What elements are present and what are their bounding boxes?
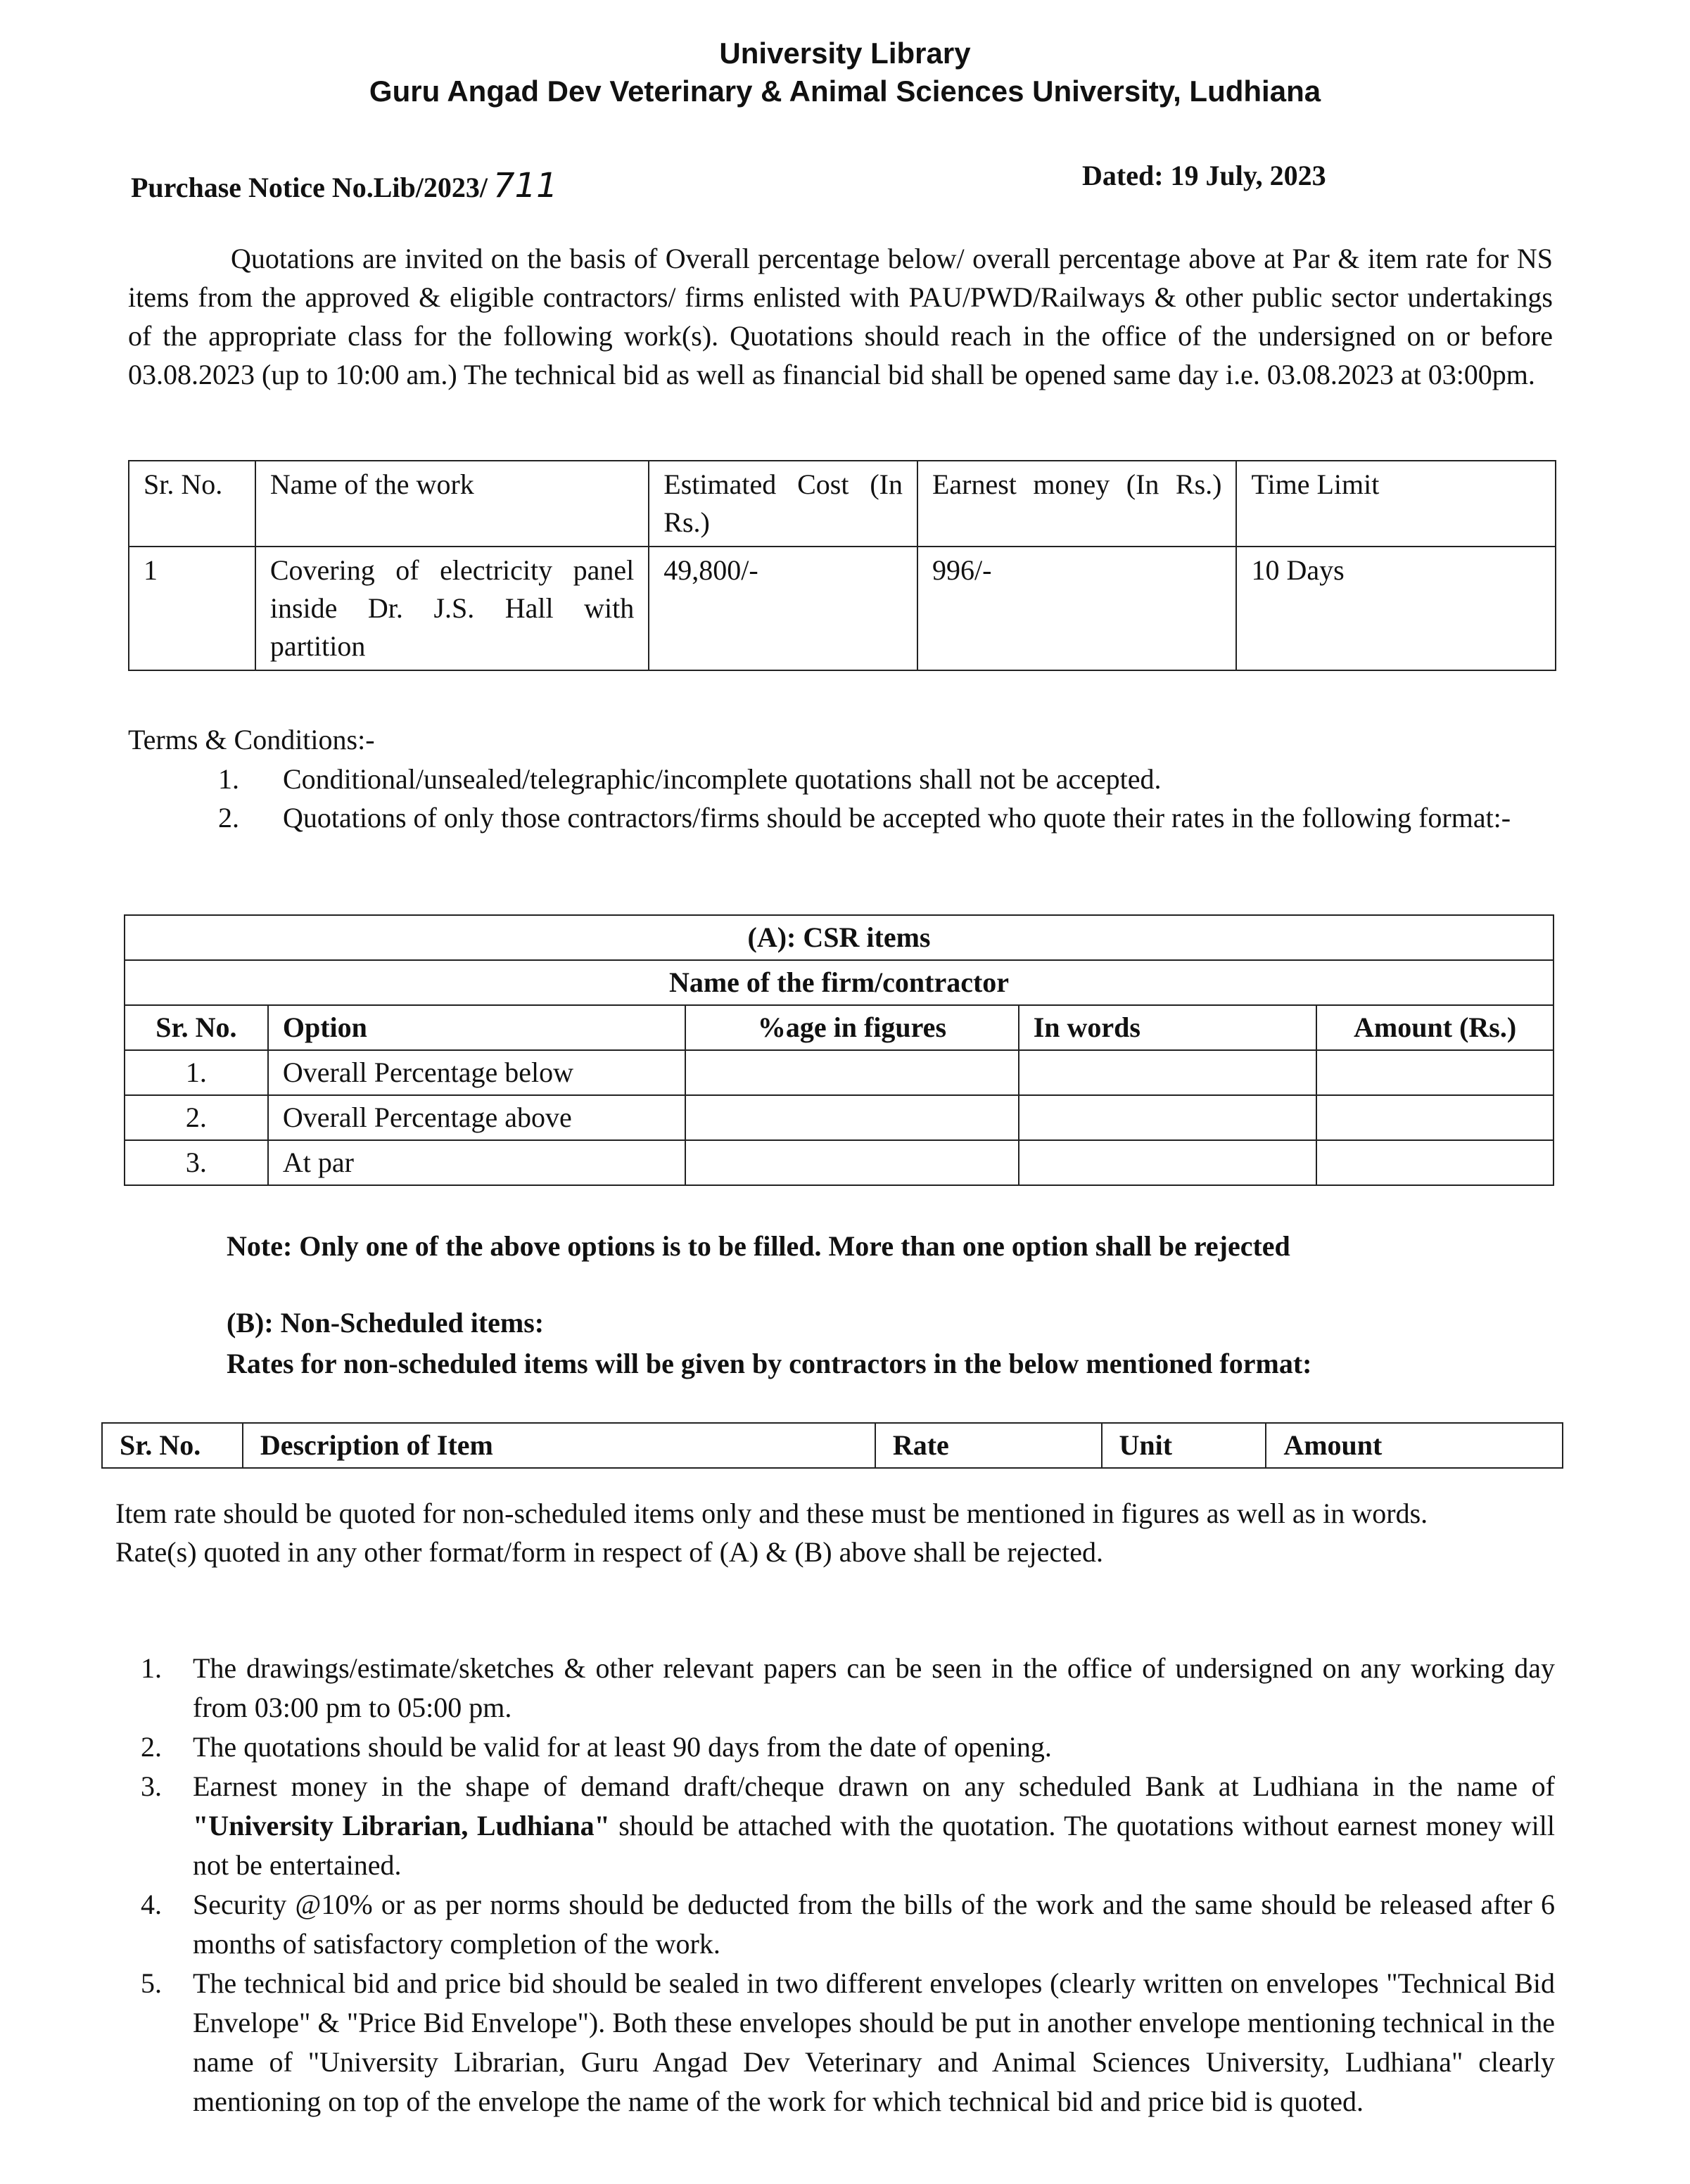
csr-table-title: (A): CSR items bbox=[125, 915, 1554, 960]
condition-text-bold: "University Librarian, Ludhiana" bbox=[193, 1810, 610, 1841]
intro-paragraph bbox=[128, 239, 1553, 394]
item-rate-paragraphs bbox=[115, 1494, 1551, 1571]
notice-date: Dated: 19 July, 2023 bbox=[1082, 160, 1326, 191]
header-university-library: University Library bbox=[719, 37, 971, 70]
condition-text: Security @10% or as per norms should be deducted from the bills of the work and the same should be released after 6 months of satisfactory completion of the work. bbox=[193, 1889, 1555, 1960]
non-scheduled-table bbox=[101, 1422, 1563, 1469]
work-earnest-money: 996/- bbox=[917, 547, 1237, 670]
terms-item bbox=[218, 760, 1555, 798]
csr-row bbox=[125, 1050, 1554, 1095]
condition-item bbox=[141, 1649, 1555, 1728]
condition-text bbox=[193, 1767, 1555, 1885]
terms-item-text: Conditional/unsealed/telegraphic/incomplete quotations shall not be accepted. bbox=[283, 763, 1162, 795]
terms-item-text: Quotations of only those contractors/firms should be accepted who quote their rates in the following format:- bbox=[283, 802, 1511, 834]
condition-number: 2. bbox=[141, 1731, 162, 1763]
csr-row-amount-cell[interactable] bbox=[1316, 1050, 1554, 1095]
non-scheduled-header-row bbox=[102, 1423, 1563, 1468]
terms-item-number: 1. bbox=[218, 763, 239, 795]
condition-number: 5. bbox=[141, 1967, 162, 1999]
work-table-header-row bbox=[129, 461, 1556, 547]
csr-row bbox=[125, 1095, 1554, 1140]
condition-text: The quotations should be valid for at least 90 days from the date of opening. bbox=[193, 1731, 1052, 1763]
terms-item-number: 2. bbox=[218, 802, 239, 834]
ns-header-unit: Unit bbox=[1102, 1423, 1266, 1468]
header-university-name: Guru Angad Dev Veterinary & Animal Sciences University, Ludhiana bbox=[369, 75, 1321, 108]
condition-item bbox=[141, 1964, 1555, 2121]
csr-row-in-words-cell[interactable] bbox=[1019, 1140, 1317, 1185]
work-header-sr-no: Sr. No. bbox=[129, 461, 255, 547]
terms-list bbox=[218, 760, 1555, 837]
condition-number: 1. bbox=[141, 1652, 162, 1684]
non-scheduled-subheading: Rates for non-scheduled items will be given by contractors in the below mentioned format: bbox=[227, 1348, 1312, 1379]
csr-subtitle-row bbox=[125, 960, 1554, 1005]
condition-item bbox=[141, 1885, 1555, 1964]
work-header-earnest-money: Earnest money (In Rs.) bbox=[917, 461, 1237, 547]
ns-header-sr-no: Sr. No. bbox=[102, 1423, 243, 1468]
notice-number-label: Purchase Notice No.Lib/2023/ bbox=[131, 172, 488, 203]
non-scheduled-heading-block bbox=[227, 1303, 1311, 1384]
csr-row-sr-no: 2. bbox=[125, 1095, 268, 1140]
notice-number-handwritten: 711 bbox=[493, 166, 558, 205]
work-sr-no: 1 bbox=[129, 547, 255, 670]
csr-row-amount-cell[interactable] bbox=[1316, 1095, 1554, 1140]
conditions-list bbox=[141, 1649, 1555, 2121]
csr-row-option: Overall Percentage below bbox=[268, 1050, 685, 1095]
work-header-name: Name of the work bbox=[255, 461, 649, 547]
ns-header-amount: Amount bbox=[1266, 1423, 1563, 1468]
work-table bbox=[128, 460, 1556, 671]
csr-row-percentage-cell[interactable] bbox=[685, 1140, 1018, 1185]
condition-item bbox=[141, 1728, 1555, 1767]
work-time-limit: 10 Days bbox=[1236, 547, 1556, 670]
terms-item bbox=[218, 798, 1555, 837]
condition-text: The drawings/estimate/sketches & other relevant papers can be seen in the office of undersigned on any working day from 03:00 pm to 05:00 pm. bbox=[193, 1652, 1555, 1723]
item-rate-note: Item rate should be quoted for non-scheduled items only and these must be mentioned in figures as well as in words. bbox=[115, 1497, 1428, 1529]
intro-text: Quotations are invited on the basis of Overall percentage below/ overall percentage above at Par & item rate for NS items from the approved & eligible contractors/ firms enlisted with PAU/PWD/Railways & other public sector undertakings of the appropriate class for the following work(s). Quotations should reach in the office of the undersigned on or before 03.08.2023 (up to 10:00 am.) The technical bid as well as financial bid shall be opened same day i.e. 03.08.2023 at 03:00pm. bbox=[128, 243, 1553, 390]
ns-header-rate: Rate bbox=[875, 1423, 1102, 1468]
condition-text-part: Earnest money in the shape of demand draft/cheque drawn on any scheduled Bank at Ludhiana in the name of bbox=[193, 1770, 1555, 1802]
csr-table-subtitle: Name of the firm/contractor bbox=[125, 960, 1554, 1005]
csr-row bbox=[125, 1140, 1554, 1185]
csr-row-percentage-cell[interactable] bbox=[685, 1095, 1018, 1140]
csr-row-option: At par bbox=[268, 1140, 685, 1185]
condition-text: The technical bid and price bid should be sealed in two different envelopes (clearly written on envelopes "Technical Bid Envelope" & "Price Bid Envelope"). Both these envelopes should be put in another envelope mentioning technical in the name of "University Librarian, Guru Angad Dev Veterinary and Animal Sciences University, Ludhiana" clearly mentioning on top of the envelope the name of the work for which technical bid and price bid is quoted. bbox=[193, 1967, 1555, 2117]
work-name: Covering of electricity panel inside Dr. J.S. Hall with partition bbox=[255, 547, 649, 670]
csr-row-in-words-cell[interactable] bbox=[1019, 1050, 1317, 1095]
ns-header-description: Description of Item bbox=[243, 1423, 875, 1468]
csr-row-option: Overall Percentage above bbox=[268, 1095, 685, 1140]
work-estimated-cost: 49,800/- bbox=[649, 547, 917, 670]
csr-row-amount-cell[interactable] bbox=[1316, 1140, 1554, 1185]
csr-header-in-words: In words bbox=[1019, 1005, 1317, 1050]
csr-items-table bbox=[124, 914, 1554, 1186]
options-note: Note: Only one of the above options is to be filled. More than one option shall be rejected bbox=[227, 1230, 1290, 1262]
csr-row-percentage-cell[interactable] bbox=[685, 1050, 1018, 1095]
csr-header-row bbox=[125, 1005, 1554, 1050]
condition-number: 3. bbox=[141, 1770, 162, 1802]
work-header-time-limit: Time Limit bbox=[1236, 461, 1556, 547]
purchase-notice-number bbox=[131, 166, 558, 205]
csr-header-percentage: %age in figures bbox=[685, 1005, 1018, 1050]
non-scheduled-heading: (B): Non-Scheduled items: bbox=[227, 1307, 545, 1339]
csr-header-amount: Amount (Rs.) bbox=[1316, 1005, 1554, 1050]
condition-number: 4. bbox=[141, 1889, 162, 1920]
csr-row-in-words-cell[interactable] bbox=[1019, 1095, 1317, 1140]
csr-header-sr-no: Sr. No. bbox=[125, 1005, 268, 1050]
csr-header-option: Option bbox=[268, 1005, 685, 1050]
work-header-estimated-cost: Estimated Cost (In Rs.) bbox=[649, 461, 917, 547]
csr-row-sr-no: 1. bbox=[125, 1050, 268, 1095]
csr-title-row bbox=[125, 915, 1554, 960]
rejection-note: Rate(s) quoted in any other format/form in respect of (A) & (B) above shall be rejected. bbox=[115, 1536, 1103, 1568]
condition-item bbox=[141, 1767, 1555, 1885]
csr-row-sr-no: 3. bbox=[125, 1140, 268, 1185]
condition-text-part: should be attached with the quotation. The quotations without earnest money will not be entertained. bbox=[193, 1810, 1555, 1881]
terms-heading: Terms & Conditions:- bbox=[128, 724, 375, 755]
work-table-row bbox=[129, 547, 1556, 670]
